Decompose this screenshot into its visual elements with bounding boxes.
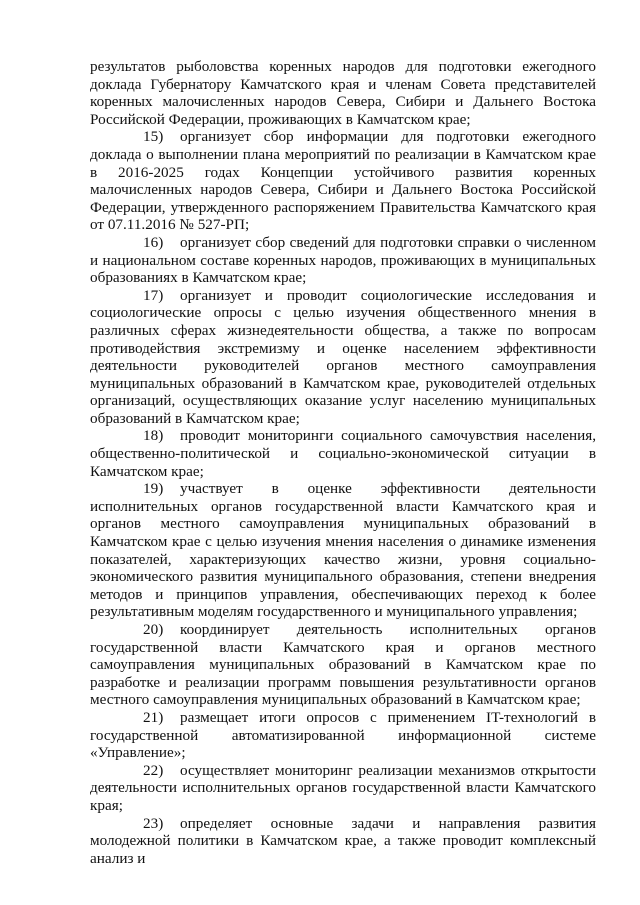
paragraph-text: результатов рыболовства коренных народов для подготовки ежегодного доклада Губернатору Камчатского края и членам Совета представителей коренных малочисленных народов Севера, Сибири и Дальнего Востока Российской Федерации, проживающих в Камчатском крае; <box>90 58 596 128</box>
item-number: 17) <box>143 286 164 304</box>
item-number: 15) <box>143 128 164 146</box>
list-item-22 <box>90 762 596 815</box>
list-item-23 <box>90 815 596 868</box>
item-number: 22) <box>143 761 164 779</box>
item-text: организует сбор сведений для подготовки справки о численном и национальном составе коренных народов, проживающих в муниципальных образованиях в Камчатском крае; <box>90 233 596 287</box>
list-item-21 <box>90 709 596 762</box>
list-item-20 <box>90 621 596 709</box>
item-number: 21) <box>143 708 164 726</box>
list-item-19 <box>90 480 596 621</box>
item-number: 18) <box>143 427 164 445</box>
item-text: участвует в оценке эффективности деятельности исполнительных органов государственной власти Камчатского края и органов местного самоуправления муниципальных образований в Камчатском крае с целью изучения мнения населения о динамике изменения показателей, характеризующих качество жизни, уровня социально-экономического развития муниципального образования, степени внедрения методов и принципов управления, обеспечивающих переход к более результативным моделям государственного и муниципального управления; <box>90 480 596 621</box>
item-text: проводит мониторинги социального самочувствия населения, общественно-политической и социально-экономической ситуации в Камчатском крае; <box>90 427 596 480</box>
item-text: координирует деятельность исполнительных органов государственной власти Камчатского края и органов местного самоуправления муниципальных образований в Камчатском крае по разработке и реализации программ повышения результативности органов местного самоуправления муниципальных образований в Камчатском крае; <box>90 621 596 709</box>
item-number: 19) <box>143 480 164 498</box>
item-number: 20) <box>143 621 164 638</box>
list-item-18 <box>90 427 596 480</box>
list-item-16 <box>90 234 596 287</box>
list-item-15 <box>90 128 596 234</box>
item-number: 16) <box>143 233 164 251</box>
item-text: организует и проводит социологические исследования и социологические опросы с целью изучения общественного мнения в различных сферах жизнедеятельности общества, а также по вопросам противодействия экстремизму и оценке населением эффективности деятельности руководителей органов местного самоуправления муниципальных образований в Камчатском крае, руководителей отдельных организаций, осуществляющих оказание услуг населению муниципальных образований в Камчатском крае; <box>90 286 596 427</box>
item-text: определяет основные задачи и направления развития молодежной политики в Камчатском крае, а также проводит комплексный анализ и <box>90 814 596 867</box>
paragraph-continuation <box>90 58 596 128</box>
item-text: организует сбор информации для подготовки ежегодного доклада о выполнении плана мероприятий по реализации в Камчатском крае в 2016-2025 годах Концепции устойчивого развития коренных малочисленных народов Севера, Сибири и Дальнего Востока Российской Федерации, утвержденного распоряжением Правительства Камчатского края от 07.11.2016 № 527-РП; <box>90 128 596 234</box>
list-item-17 <box>90 287 596 428</box>
item-number: 23) <box>143 814 164 832</box>
item-text: осуществляет мониторинг реализации механизмов открытости деятельности исполнительных органов государственной власти Камчатского края; <box>90 761 596 814</box>
item-text: размещает итоги опросов с применением IT-технологий в государственной автоматизированной информационной системе «Управление»; <box>90 708 596 762</box>
